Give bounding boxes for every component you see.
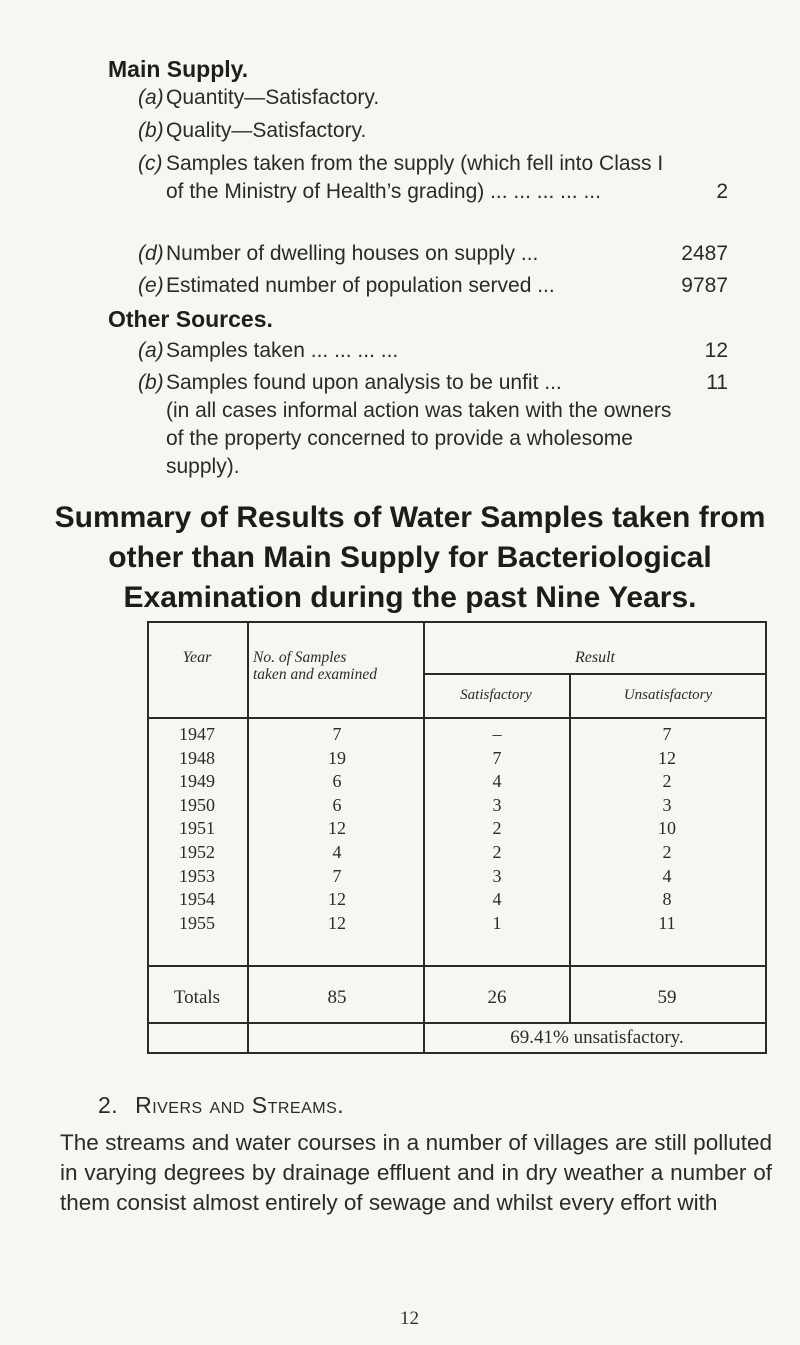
item-value: 12 [704, 339, 728, 362]
main-supply-item-a [138, 84, 728, 112]
main-supply-item-c [138, 150, 728, 206]
header-satisfactory: Satisfactory [460, 687, 532, 703]
item-label: (e) [138, 274, 164, 297]
totals-samples: 85 [327, 987, 347, 1008]
unsatisfactory-cell: 4 [662, 865, 672, 886]
col-rule-2 [423, 621, 425, 1054]
item-label: (c) [138, 152, 163, 175]
samples-cell: 4 [332, 841, 342, 862]
rivers-number: 2. [98, 1092, 119, 1118]
table-bottom-rule [147, 1052, 767, 1054]
main-supply-heading: Main Supply. [108, 56, 249, 82]
results-table [147, 621, 767, 1054]
other-sources-item-a [138, 337, 728, 365]
satisfactory-column [447, 723, 547, 935]
table-right-rule [765, 621, 767, 1054]
item-value: 11 [706, 371, 728, 394]
other-sources-heading: Other Sources. [108, 306, 273, 332]
unsatisfactory-cell: 10 [658, 818, 676, 839]
item-text: Number of dwelling houses on supply ... [166, 242, 539, 265]
item-text: Samples found upon analysis to be unfit ... [166, 371, 562, 394]
samples-cell: 6 [332, 771, 342, 792]
year-cell: 1948 [179, 747, 215, 768]
year-cell: 1950 [179, 794, 215, 815]
item-text: Quality—Satisfactory. [166, 119, 367, 142]
year-cell: 1952 [179, 841, 215, 862]
result-subheader-rule [423, 673, 767, 675]
totals-satisfactory: 26 [487, 987, 507, 1008]
col-rule-1 [247, 621, 249, 1054]
item-text: Samples taken from the supply (which fell into Class I of the Ministry of Health’s grading) ... ... ... ... ... [166, 152, 664, 203]
satisfactory-cell: 1 [492, 912, 502, 933]
satisfactory-cell: 2 [492, 818, 502, 839]
year-cell: 1954 [179, 889, 215, 910]
item-label: (d) [138, 242, 164, 265]
main-supply-item-e [138, 272, 728, 300]
header-result: Result [575, 649, 615, 666]
samples-cell: 7 [332, 865, 342, 886]
unsatisfactory-cell: 3 [662, 794, 672, 815]
header-unsatisfactory: Unsatisfactory [623, 687, 713, 703]
year-column [147, 723, 247, 935]
item-value: 2 [716, 180, 728, 203]
samples-column [287, 723, 387, 935]
item-label: (a) [138, 86, 164, 109]
samples-cell: 7 [332, 724, 342, 744]
year-cell: 1951 [179, 818, 215, 839]
header-bottom-rule [147, 717, 767, 719]
samples-cell: 12 [328, 912, 346, 933]
unsatisfactory-cell: 12 [658, 747, 676, 768]
samples-cell: 19 [328, 747, 346, 768]
page-number: 12 [400, 1308, 419, 1329]
year-cell: 1955 [179, 912, 215, 933]
item-text: Quantity—Satisfactory. [166, 86, 380, 109]
unsatisfactory-cell: 2 [662, 771, 672, 792]
rivers-heading [98, 1092, 344, 1119]
other-sources-item-b [138, 369, 728, 481]
item-text: Estimated number of population served ... [166, 274, 555, 297]
totals-top-rule [147, 965, 767, 967]
unsatisfactory-cell: 8 [662, 889, 672, 910]
unsatisfactory-column [617, 723, 717, 935]
item-value: 2487 [681, 242, 728, 265]
item-text: Samples taken ... ... ... ... [166, 339, 399, 362]
satisfactory-cell: 3 [492, 794, 502, 815]
item-value: 9787 [681, 274, 728, 297]
item-label: (b) [138, 371, 164, 394]
unsatisfactory-cell: 2 [662, 841, 672, 862]
satisfactory-cell: 4 [492, 889, 502, 910]
col-rule-3 [569, 673, 571, 1023]
item-note: (in all cases informal action was taken with the owners of the property concerned to provide a wholesome supply). [166, 399, 672, 478]
main-supply-item-d [138, 240, 728, 268]
satisfactory-cell: 4 [492, 771, 502, 792]
unsatisfactory-cell: 11 [658, 912, 676, 933]
satisfactory-cell: 2 [492, 841, 502, 862]
year-cell: 1949 [179, 771, 215, 792]
samples-cell: 6 [332, 794, 342, 815]
unsatisfactory-cell: 7 [662, 724, 672, 744]
item-label: (b) [138, 119, 164, 142]
rivers-paragraph: The streams and water courses in a number of villages are still polluted in varying degrees by drainage effluent and in dry weather a number of them consist almost entirely of sewage and whilst every effort with [60, 1130, 772, 1215]
table-footer-note: 69.41% unsatisfactory. [510, 1027, 684, 1048]
item-label: (a) [138, 339, 164, 362]
totals-unsatisfactory: 59 [657, 987, 677, 1008]
rivers-title: Rivers and Streams. [135, 1092, 345, 1118]
year-cell: 1953 [179, 865, 215, 886]
header-samples: No. of Samples taken and examined [253, 649, 377, 683]
header-year: Year [182, 649, 212, 666]
year-cell: 1947 [179, 724, 215, 744]
totals-bottom-rule [147, 1022, 767, 1024]
samples-cell: 12 [328, 818, 346, 839]
summary-title: Summary of Results of Water Samples taken from other than Main Supply for Bacteriological Examination during the past Nine Years. [54, 501, 766, 614]
totals-label: Totals [173, 987, 221, 1008]
main-supply-item-b [138, 117, 728, 145]
satisfactory-cell: 7 [492, 747, 502, 768]
table-top-rule [147, 621, 767, 623]
satisfactory-cell: – [492, 724, 502, 744]
satisfactory-cell: 3 [492, 865, 502, 886]
samples-cell: 12 [328, 889, 346, 910]
